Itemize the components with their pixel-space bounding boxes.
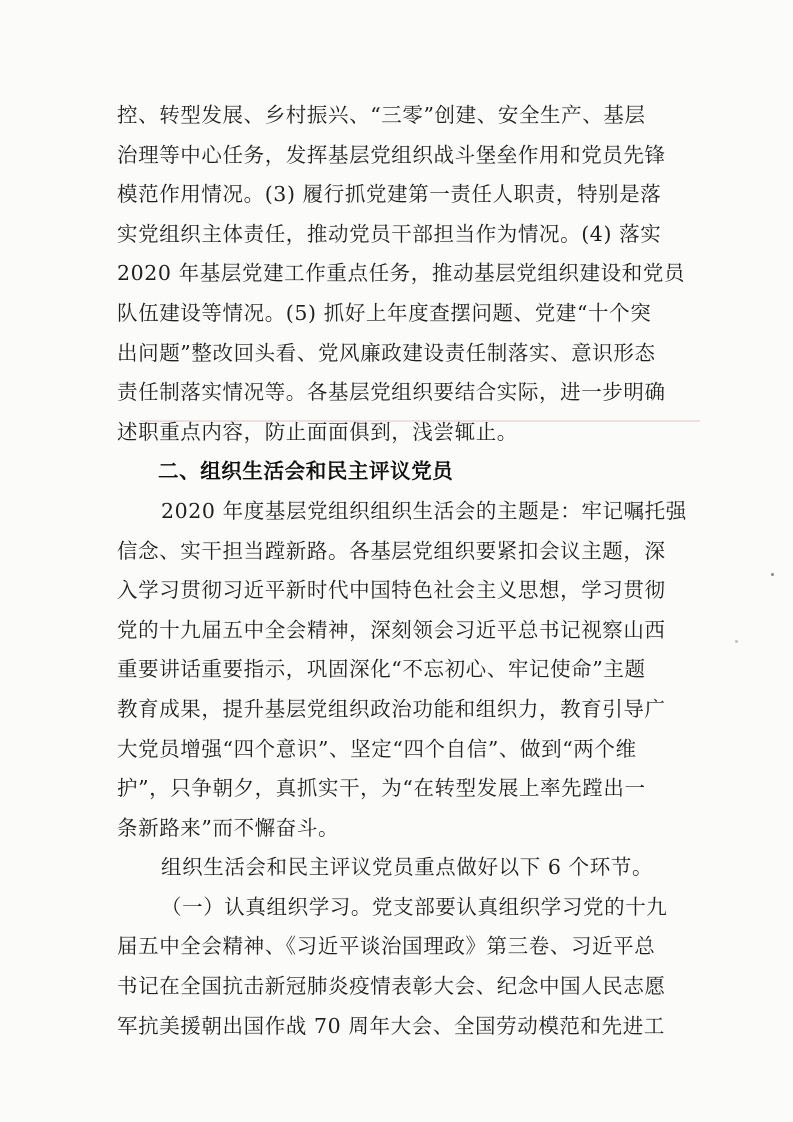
para-line-5: 重要讲话重要指示，巩固深化“不忘初心、牢记使命”主题 [117,657,646,682]
body-line-2: 治理等中心任务，发挥基层党组织战斗堡垒作用和党员先锋 [117,142,666,167]
para-line-1: 2020 年度基层党组织组织生活会的主题是：牢记嘱托强 [161,498,687,523]
para-line-8: 护”，只争朝夕，真抓实干，为“在转型发展上率先蹚出一 [117,776,646,801]
body-line-4: 实党组织主体责任，推动党员干部担当作为情况。(4) 落实 [117,221,662,246]
body-line-6: 队伍建设等情况。(5) 抓好上年度查摆问题、党建“十个突 [117,300,652,325]
para-line-3: 入学习贯彻习近平新时代中国特色社会主义思想，学习贯彻 [117,578,666,603]
scan-speck [735,640,738,643]
body-line-1: 控、转型发展、乡村振兴、“三零”创建、安全生产、基层 [117,103,646,127]
para-line-12: 届五中全会精神、《习近平谈治国理政》第三卷、习近平总 [117,934,656,959]
para-line-7: 大党员增强“四个意识”、坚定“四个自信”、做到“两个维 [117,736,637,761]
body-line-3: 模范作用情况。(3) 履行抓党建第一责任人职责，特别是落 [117,182,662,207]
para-line-14: 军抗美援朝出国作战 70 周年大会、全国劳动模范和先进工 [117,1013,665,1038]
scan-speck [771,573,774,576]
body-line-7: 出问题”整改回头看、党风廉政建设责任制落实、意识形态 [117,340,656,365]
para-line-13: 书记在全国抗击新冠肺炎疫情表彰大会、纪念中国人民志愿 [117,974,666,999]
para-line-2: 信念、实干担当蹚新路。各基层党组织要紧扣会议主题，深 [117,538,666,563]
para-line-9: 条新路来”而不懈奋斗。 [117,815,340,840]
para-line-4: 党的十九届五中全会精神，深刻领会习近平总书记视察山西 [117,617,666,642]
para-line-6: 教育成果，提升基层党组织政治功能和组织力，教育引导广 [117,696,666,721]
para-line-10: 组织生活会和民主评议党员重点做好以下 6 个环节。 [161,855,654,880]
body-line-5: 2020 年基层党建工作重点任务，推动基层党组织建设和党员 [117,261,686,286]
section-heading: 二、组织生活会和民主评议党员 [158,459,454,484]
body-line-9: 述职重点内容，防止面面俱到，浅尝辄止。 [117,419,518,444]
para-line-11: （一）认真组织学习。党支部要认真组织学习党的十九 [161,894,668,919]
body-line-8: 责任制落实情况等。各基层党组织要结合实际，进一步明确 [117,380,666,405]
document-body [117,96,687,1046]
